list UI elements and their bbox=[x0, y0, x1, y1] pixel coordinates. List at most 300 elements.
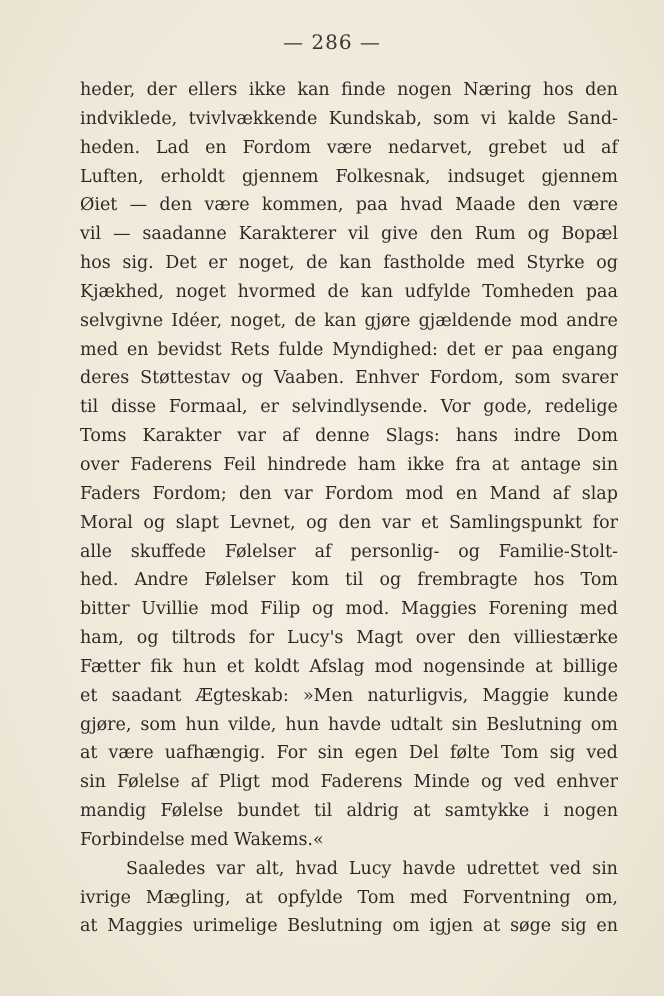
word: af bbox=[601, 137, 618, 158]
word: tvivlvækkende bbox=[188, 108, 318, 129]
word: hindrede bbox=[267, 454, 347, 475]
word: selvindlysende. bbox=[291, 397, 428, 418]
word: til bbox=[313, 801, 333, 822]
text-line bbox=[80, 797, 618, 826]
word: over bbox=[415, 628, 455, 649]
word: hvad bbox=[295, 858, 339, 879]
word: ved bbox=[549, 858, 582, 879]
word: Faders bbox=[80, 483, 141, 504]
word: Pligt bbox=[218, 772, 260, 793]
word: var bbox=[237, 426, 266, 447]
word: nogensinde bbox=[423, 656, 526, 677]
word: Tomheden bbox=[482, 281, 575, 302]
word: For bbox=[276, 743, 307, 764]
word: er bbox=[208, 253, 228, 274]
word: andre bbox=[566, 310, 618, 331]
word: Uvillie bbox=[141, 599, 199, 620]
word: og bbox=[379, 570, 402, 591]
word: Moral bbox=[80, 512, 133, 533]
text-line bbox=[80, 538, 618, 567]
word: Tom bbox=[357, 887, 395, 908]
word: hos bbox=[542, 80, 574, 100]
word: Fordom bbox=[324, 483, 394, 504]
word: og bbox=[306, 512, 328, 533]
word: Myndighed: bbox=[332, 339, 438, 360]
word: og bbox=[481, 772, 503, 793]
word: sin bbox=[451, 714, 478, 735]
word: ham, bbox=[80, 628, 124, 649]
word: Forbindelse bbox=[80, 829, 185, 850]
word: Kundskab, bbox=[328, 108, 422, 129]
word: engang bbox=[552, 339, 618, 360]
word: et bbox=[421, 512, 439, 533]
word: deres bbox=[80, 368, 130, 389]
word: at bbox=[80, 916, 98, 937]
word: ikke bbox=[248, 80, 286, 100]
word: hun bbox=[182, 656, 217, 677]
text-line bbox=[80, 134, 618, 163]
word: sin bbox=[80, 772, 106, 793]
word: bundet bbox=[237, 801, 300, 822]
word: og bbox=[136, 628, 159, 649]
text-line bbox=[80, 105, 618, 134]
word: søge bbox=[510, 916, 552, 937]
word: Vor bbox=[440, 397, 471, 418]
word: kan bbox=[297, 80, 330, 100]
word: bitter bbox=[80, 599, 130, 620]
word: Bopæl bbox=[561, 224, 618, 245]
word: gjøre, bbox=[80, 714, 132, 735]
word: Maggies bbox=[400, 599, 477, 620]
word: Familie-Stolt- bbox=[498, 541, 618, 562]
word: Kjækhed, bbox=[80, 281, 164, 302]
word: den bbox=[429, 224, 463, 245]
word: være bbox=[108, 743, 154, 764]
paragraph-2 bbox=[80, 855, 618, 942]
word: saadanne bbox=[142, 224, 227, 245]
word: Karakterer bbox=[238, 224, 337, 245]
word: saadant bbox=[111, 685, 182, 706]
text-line bbox=[80, 393, 618, 422]
word: den bbox=[238, 483, 272, 504]
page-number: — 286 — bbox=[283, 30, 381, 54]
text-line bbox=[80, 480, 618, 509]
word: Tom bbox=[501, 743, 539, 764]
word: Enhver bbox=[355, 368, 419, 389]
word: Støttestav bbox=[140, 368, 231, 389]
word: Maggie bbox=[482, 685, 550, 706]
text-line bbox=[80, 884, 618, 913]
word: sin bbox=[317, 743, 344, 764]
word: Styrke bbox=[526, 253, 585, 274]
word: »Men bbox=[302, 685, 354, 706]
word: hvad bbox=[400, 195, 443, 216]
word: paa bbox=[511, 339, 544, 360]
word: Magt bbox=[356, 628, 403, 649]
word: heder, bbox=[80, 80, 136, 100]
word: opfylde bbox=[277, 887, 343, 908]
word: kunde bbox=[563, 685, 618, 706]
word: et bbox=[80, 685, 98, 706]
word: Formaal, bbox=[168, 397, 248, 418]
word: — bbox=[113, 224, 131, 245]
word: for bbox=[592, 512, 618, 533]
word: den bbox=[338, 512, 372, 533]
word: med bbox=[409, 887, 448, 908]
word: antage bbox=[520, 454, 582, 475]
word: Toms bbox=[80, 426, 127, 447]
word: for bbox=[248, 628, 275, 649]
text-line bbox=[80, 566, 618, 595]
word: Øiet bbox=[80, 195, 118, 216]
word: en bbox=[596, 916, 618, 937]
word: af bbox=[282, 426, 299, 447]
word: de bbox=[306, 253, 328, 274]
word: Beslutning bbox=[486, 714, 582, 735]
word: sin bbox=[592, 858, 618, 879]
word: noget, bbox=[230, 310, 287, 331]
word: egen bbox=[354, 743, 398, 764]
word: hun bbox=[185, 714, 220, 735]
word: Lucy's bbox=[286, 628, 344, 649]
word: og bbox=[458, 541, 480, 562]
word: den bbox=[159, 195, 193, 216]
word: naturligvis, bbox=[367, 685, 469, 706]
word: bevidst bbox=[157, 339, 222, 360]
word: hos bbox=[80, 253, 111, 274]
word: nogen bbox=[563, 801, 618, 822]
word: at bbox=[491, 454, 510, 475]
word: gjennem bbox=[541, 166, 618, 187]
word: om bbox=[392, 916, 420, 937]
word: Samlingspunkt bbox=[449, 512, 583, 533]
word: mod bbox=[374, 656, 413, 677]
word: Levnet, bbox=[229, 512, 296, 533]
word: gode, bbox=[483, 397, 533, 418]
word: Faderens bbox=[320, 772, 403, 793]
word: Fordom; bbox=[152, 483, 227, 504]
word: var bbox=[216, 858, 245, 879]
word: Følelse bbox=[116, 772, 180, 793]
word: Slags: bbox=[385, 426, 440, 447]
word: være bbox=[572, 195, 618, 216]
word: udtalt bbox=[390, 714, 443, 735]
word: om, bbox=[585, 887, 618, 908]
word: Fordom, bbox=[429, 368, 504, 389]
word: hvormed bbox=[237, 281, 316, 302]
word: over bbox=[80, 454, 120, 475]
word: personlig- bbox=[350, 541, 440, 562]
word: ham bbox=[357, 454, 397, 475]
word: Del bbox=[408, 743, 439, 764]
word: Lucy bbox=[348, 858, 392, 879]
word: svarer bbox=[561, 368, 618, 389]
word: ellers bbox=[188, 80, 238, 100]
word: Dom bbox=[576, 426, 618, 447]
text-line bbox=[80, 509, 618, 538]
text-line bbox=[80, 76, 618, 105]
word: et bbox=[226, 656, 245, 677]
word: og bbox=[143, 512, 166, 533]
text-line bbox=[80, 278, 618, 307]
text-line bbox=[80, 191, 618, 220]
word: urimelige bbox=[192, 916, 278, 937]
word: havde bbox=[328, 714, 382, 735]
word: og bbox=[312, 599, 334, 620]
word: noget bbox=[175, 281, 226, 302]
word: alt, bbox=[255, 858, 285, 879]
word: skuffede bbox=[130, 541, 207, 562]
word: kan bbox=[360, 281, 394, 302]
text-line bbox=[80, 768, 618, 797]
word: og bbox=[596, 253, 618, 274]
word: sig bbox=[560, 916, 587, 937]
word: til bbox=[80, 397, 99, 418]
word: gjøre bbox=[364, 310, 411, 331]
word: gjennem bbox=[241, 166, 319, 187]
word: Saaledes bbox=[126, 858, 206, 879]
word: vil bbox=[348, 224, 370, 245]
word: som bbox=[514, 368, 551, 389]
word: nogen bbox=[397, 80, 452, 100]
text-line bbox=[80, 364, 618, 393]
word: vi bbox=[480, 108, 497, 129]
word: det bbox=[446, 339, 476, 360]
word: i bbox=[543, 801, 550, 822]
word: mandig bbox=[80, 801, 147, 822]
word: kan bbox=[339, 253, 372, 274]
word: ivrige bbox=[80, 887, 132, 908]
word: Minde bbox=[413, 772, 470, 793]
word: var bbox=[381, 512, 411, 533]
word: denne bbox=[315, 426, 370, 447]
word: være bbox=[204, 195, 250, 216]
word: Folkesnak, bbox=[335, 166, 431, 187]
word: at bbox=[482, 916, 501, 937]
word: Maade bbox=[455, 195, 516, 216]
word: Rets bbox=[230, 339, 270, 360]
word: af bbox=[190, 772, 208, 793]
text-line bbox=[80, 307, 618, 336]
body-text bbox=[80, 76, 618, 941]
word: sig bbox=[549, 743, 576, 764]
word: Wakems.« bbox=[234, 829, 324, 850]
word: med bbox=[579, 599, 618, 620]
word: mod bbox=[210, 599, 249, 620]
word: havde bbox=[402, 858, 456, 879]
word: Sand- bbox=[567, 108, 618, 129]
word: Idéer, bbox=[171, 310, 223, 331]
word: Det bbox=[165, 253, 197, 274]
word: der bbox=[146, 80, 177, 100]
word: være bbox=[326, 137, 372, 158]
word: slapt bbox=[175, 512, 219, 533]
word: noget, bbox=[238, 253, 295, 274]
word: mod bbox=[519, 310, 559, 331]
word: de bbox=[294, 310, 316, 331]
word: vilde, bbox=[228, 714, 277, 735]
word: fulde bbox=[278, 339, 324, 360]
word: Lad bbox=[155, 137, 190, 158]
word: af bbox=[552, 483, 570, 504]
word: udfylde bbox=[404, 281, 471, 302]
word: hans bbox=[455, 426, 498, 447]
word: give bbox=[381, 224, 419, 245]
word: paa bbox=[585, 281, 618, 302]
word: Følelse bbox=[160, 801, 224, 822]
word: som bbox=[433, 108, 470, 129]
word: Feil bbox=[223, 454, 256, 475]
word: en bbox=[126, 339, 149, 360]
word: til bbox=[345, 570, 364, 591]
word: ved bbox=[586, 743, 618, 764]
word: frembragte bbox=[417, 570, 518, 591]
word: Fætter bbox=[80, 656, 141, 677]
word: kan bbox=[324, 310, 357, 331]
word: disse bbox=[110, 397, 157, 418]
word: finde bbox=[341, 80, 386, 100]
word: gjældende bbox=[418, 310, 512, 331]
text-line bbox=[80, 336, 618, 365]
text-line bbox=[80, 855, 618, 884]
word: indsuget bbox=[447, 166, 525, 187]
word: indre bbox=[513, 426, 561, 447]
word: Tom bbox=[580, 570, 618, 591]
word: af bbox=[314, 541, 332, 562]
word: fastholde bbox=[383, 253, 466, 274]
word: Karakter bbox=[142, 426, 222, 447]
text-line bbox=[80, 451, 618, 480]
word: og bbox=[527, 224, 550, 245]
word: hos bbox=[533, 570, 565, 591]
word: fra bbox=[455, 454, 481, 475]
word: heden. bbox=[80, 137, 141, 158]
word: sig. bbox=[122, 253, 154, 274]
word: koldt bbox=[254, 656, 300, 677]
word: kommen, bbox=[261, 195, 344, 216]
word: Mand bbox=[489, 483, 541, 504]
word: udrettet bbox=[466, 858, 539, 879]
word: at bbox=[413, 801, 431, 822]
word: en bbox=[205, 137, 227, 158]
word: en bbox=[455, 483, 478, 504]
word: Mægling, bbox=[145, 887, 231, 908]
word: vil bbox=[80, 224, 102, 245]
text-line bbox=[80, 595, 618, 624]
word: ud bbox=[562, 137, 586, 158]
word: Forventning bbox=[462, 887, 571, 908]
word: selvgivne bbox=[80, 310, 164, 331]
word: er bbox=[260, 397, 280, 418]
word: paa bbox=[355, 195, 388, 216]
text-line bbox=[80, 249, 618, 278]
word: samtykke bbox=[444, 801, 530, 822]
word: sin bbox=[592, 454, 618, 475]
word: erholdt bbox=[160, 166, 225, 187]
word: — bbox=[129, 195, 148, 216]
word: Maggies bbox=[107, 916, 183, 937]
text-line bbox=[80, 682, 618, 711]
word: aldrig bbox=[346, 801, 399, 822]
paragraph-1 bbox=[80, 76, 618, 855]
word: Faderens bbox=[130, 454, 213, 475]
word: ikke bbox=[407, 454, 445, 475]
word: Forening bbox=[488, 599, 569, 620]
word: at bbox=[245, 887, 263, 908]
word: var bbox=[283, 483, 313, 504]
word: er bbox=[483, 339, 503, 360]
word: indviklede, bbox=[80, 108, 178, 129]
word: mod. bbox=[345, 599, 390, 620]
word: Næring bbox=[463, 80, 532, 100]
word: fik bbox=[150, 656, 173, 677]
word: Andre bbox=[134, 570, 189, 591]
text-line bbox=[80, 653, 618, 682]
word: Fordom bbox=[242, 137, 312, 158]
word: Ægteskab: bbox=[195, 685, 289, 706]
word: Afslag bbox=[309, 656, 365, 677]
word: og bbox=[241, 368, 264, 389]
word: enhver bbox=[556, 772, 618, 793]
word: at bbox=[535, 656, 553, 677]
word: Beslutning bbox=[287, 916, 383, 937]
word: den bbox=[585, 80, 618, 100]
word: med bbox=[80, 339, 119, 360]
word: villiestærke bbox=[513, 628, 618, 649]
word: nedarvet, bbox=[387, 137, 473, 158]
word: hed. bbox=[80, 570, 119, 591]
word: med bbox=[476, 253, 515, 274]
word: uafhængig. bbox=[164, 743, 266, 764]
word: som bbox=[140, 714, 177, 735]
word: Følelser bbox=[204, 570, 276, 591]
word: kalde bbox=[507, 108, 556, 129]
word: kom bbox=[291, 570, 330, 591]
word: Luften, bbox=[80, 166, 144, 187]
word: alle bbox=[80, 541, 112, 562]
word: redelige bbox=[544, 397, 618, 418]
word: Filip bbox=[260, 599, 301, 620]
word: grebet bbox=[488, 137, 547, 158]
text-line bbox=[80, 826, 618, 855]
word: følte bbox=[449, 743, 490, 764]
word: at bbox=[80, 743, 98, 764]
text-line bbox=[80, 422, 618, 451]
text-line bbox=[80, 912, 618, 941]
word: igjen bbox=[429, 916, 474, 937]
word: hun bbox=[285, 714, 320, 735]
text-line bbox=[80, 220, 618, 249]
word: Rum bbox=[474, 224, 516, 245]
text-line bbox=[80, 739, 618, 768]
text-line bbox=[80, 624, 618, 653]
word: Vaaben. bbox=[273, 368, 345, 389]
word: med bbox=[190, 829, 229, 850]
word: de bbox=[327, 281, 350, 302]
text-line bbox=[80, 163, 618, 192]
word: om bbox=[590, 714, 618, 735]
word: mod bbox=[271, 772, 310, 793]
word: den bbox=[467, 628, 501, 649]
text-line bbox=[80, 711, 618, 740]
word: tiltrods bbox=[171, 628, 236, 649]
word: mod bbox=[405, 483, 444, 504]
word: Følelser bbox=[224, 541, 296, 562]
word: den bbox=[527, 195, 561, 216]
word: slap bbox=[581, 483, 618, 504]
word: billige bbox=[562, 656, 618, 677]
word: ved bbox=[513, 772, 546, 793]
